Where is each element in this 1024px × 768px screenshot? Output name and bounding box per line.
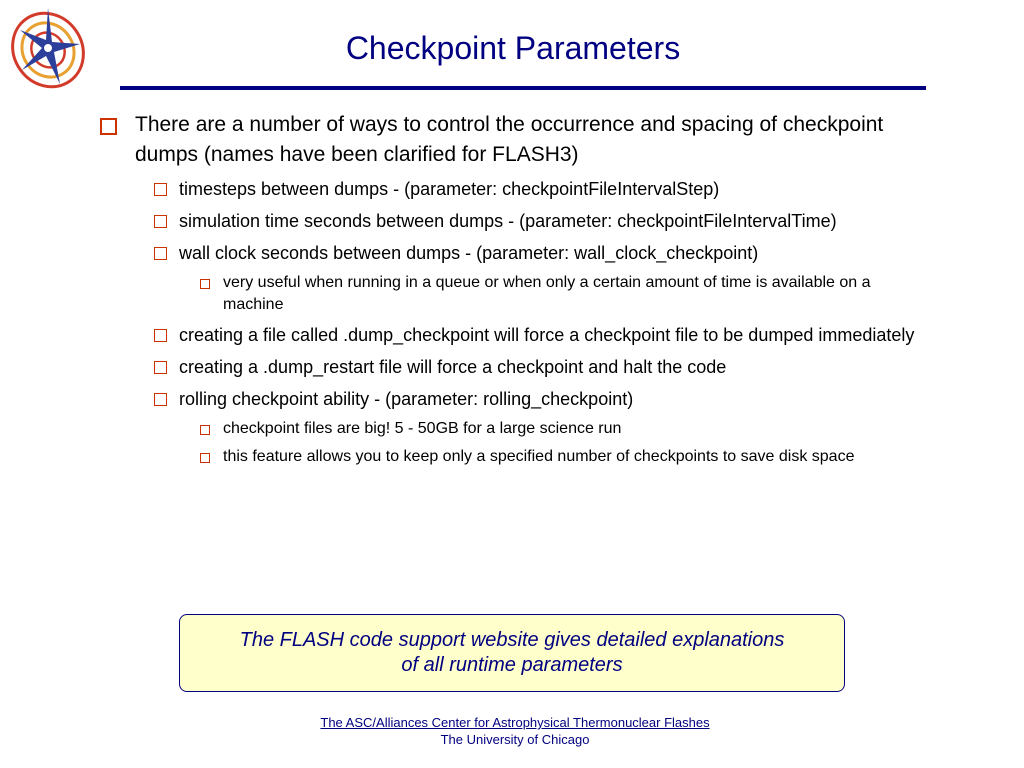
footer bbox=[200, 714, 830, 748]
bullet-text: rolling checkpoint ability - (parameter: rolling_checkpoint) bbox=[179, 389, 634, 409]
bullet-text: simulation time seconds between dumps - (parameter: checkpointFileIntervalTime) bbox=[179, 211, 837, 231]
list-item bbox=[0, 110, 1024, 170]
bullet-text: creating a .dump_restart file will force a checkpoint and halt the code bbox=[179, 357, 727, 377]
slide-title: Checkpoint Parameters bbox=[345, 30, 681, 66]
bullet-text: There are a number of ways to control the occurrence and spacing of checkpoint dumps (names have been clarified for FLASH3) bbox=[135, 113, 884, 166]
list-item bbox=[0, 322, 1024, 348]
list-item bbox=[0, 446, 1024, 468]
checkbox-bullet-icon bbox=[154, 247, 167, 260]
list-item bbox=[0, 386, 1024, 412]
checkbox-bullet-icon bbox=[154, 215, 167, 228]
list-item bbox=[0, 240, 1024, 266]
bullet-text: creating a file called .dump_checkpoint will force a checkpoint file to be dumped immediately bbox=[179, 325, 915, 345]
checkbox-bullet-icon bbox=[154, 393, 167, 406]
flash-logo bbox=[8, 4, 88, 92]
bullet-text: this feature allows you to keep only a specified number of checkpoints to save disk space bbox=[223, 448, 855, 465]
flash-star-logo-icon bbox=[8, 4, 88, 92]
list-item bbox=[0, 418, 1024, 440]
bullet-text: timesteps between dumps - (parameter: checkpointFileIntervalStep) bbox=[179, 179, 720, 199]
checkbox-bullet-icon bbox=[200, 425, 210, 435]
checkbox-bullet-icon bbox=[100, 118, 117, 135]
title-underline bbox=[120, 86, 926, 90]
checkbox-bullet-icon bbox=[154, 361, 167, 374]
bullet-text: checkpoint files are big! 5 - 50GB for a large science run bbox=[223, 420, 622, 437]
checkbox-bullet-icon bbox=[200, 279, 210, 289]
callout-text-line-2: of all runtime parameters bbox=[401, 654, 623, 676]
checkbox-bullet-icon bbox=[154, 183, 167, 196]
list-item bbox=[0, 208, 1024, 234]
list-item bbox=[0, 272, 1024, 316]
list-item bbox=[0, 176, 1024, 202]
checkbox-bullet-icon bbox=[154, 329, 167, 342]
bullet-text: very useful when running in a queue or when only a certain amount of time is available on a machine bbox=[223, 274, 871, 313]
footer-university: The University of Chicago bbox=[440, 732, 590, 747]
bullet-text: wall clock seconds between dumps - (parameter: wall_clock_checkpoint) bbox=[179, 243, 759, 263]
checkbox-bullet-icon bbox=[200, 453, 210, 463]
list-item bbox=[0, 354, 1024, 380]
callout-box bbox=[179, 614, 845, 692]
footer-center-link[interactable]: The ASC/Alliances Center for Astrophysical Thermonuclear Flashes bbox=[320, 715, 710, 730]
bullet-list bbox=[0, 110, 1024, 474]
callout-text-line-1: The FLASH code support website gives detailed explanations bbox=[239, 629, 785, 651]
